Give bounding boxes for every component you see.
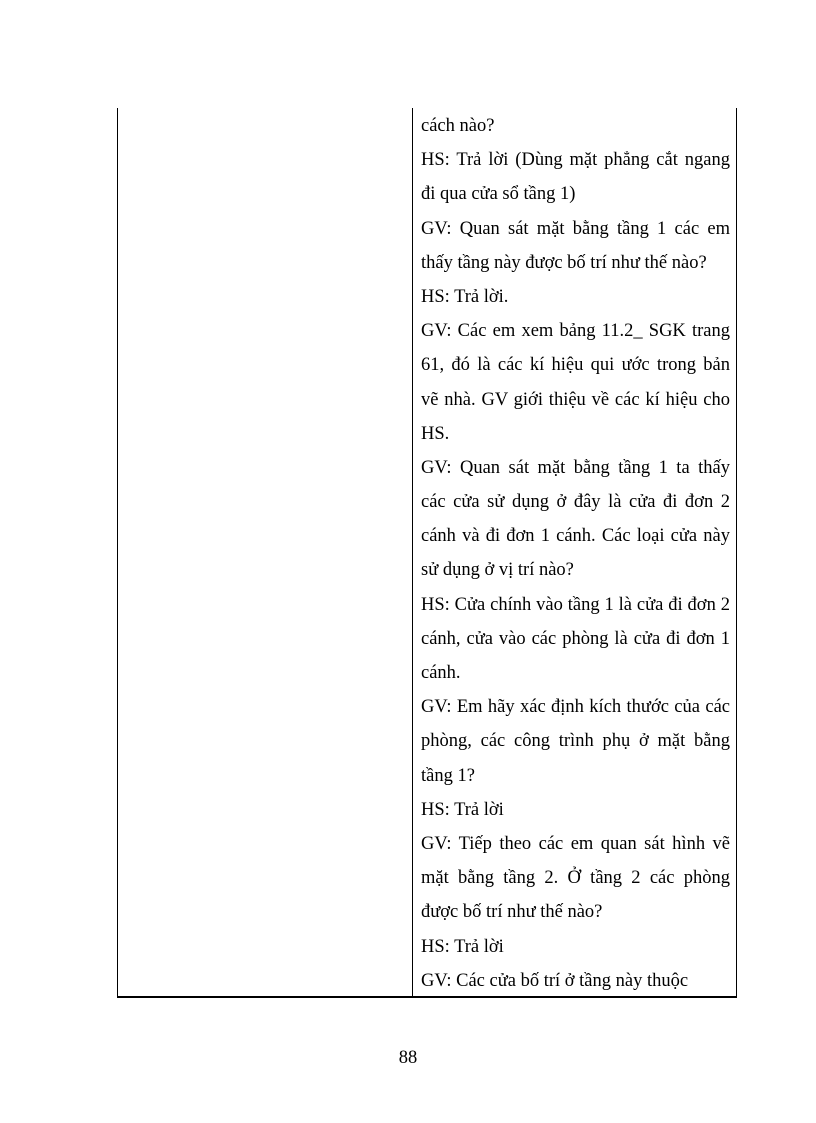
paragraph [421, 930, 730, 964]
text-line: GV: Các cửa bố trí ở tầng này thuộc [421, 970, 689, 991]
paragraph [421, 212, 730, 280]
text-line: sử dụng ở vị trí nào? [421, 560, 574, 581]
text-line: HS: Cửa chính vào tầng 1 là cửa đi đơn 2 [421, 594, 730, 615]
paragraph [421, 451, 730, 588]
text-line: HS. [421, 423, 450, 444]
text-line: GV: Quan sát mặt bằng tầng 1 các em [421, 218, 730, 239]
text-line: 61, đó là các kí hiệu qui ước trong bản [421, 355, 730, 376]
text-line: vẽ nhà. GV giới thiệu về các kí hiệu cho [421, 389, 730, 410]
paragraph [421, 690, 730, 793]
text-line: GV: Quan sát mặt bằng tầng 1 ta thấy [421, 457, 730, 478]
text-line: HS: Trả lời [421, 799, 504, 820]
text-line: cánh. [421, 663, 461, 683]
paragraph [421, 314, 730, 451]
text-line: GV: Tiếp theo các em quan sát hình vẽ [421, 833, 730, 854]
page-number: 88 [398, 1048, 418, 1068]
text-line: cánh và đi đơn 1 cánh. Các loại cửa này [421, 526, 730, 547]
text-line: được bố trí như thế nào? [421, 902, 603, 923]
paragraph [421, 143, 730, 211]
text-line: HS: Trả lời [421, 936, 504, 957]
text-line: mặt bằng tầng 2. Ở tầng 2 các phòng [421, 868, 730, 889]
column-divider [412, 108, 413, 996]
text-line: tầng 1? [421, 765, 475, 786]
paragraph [421, 964, 730, 998]
paragraph [421, 827, 730, 930]
text-line: cách nào? [421, 116, 495, 136]
text-line: phòng, các công trình phụ ở mặt bằng [421, 731, 730, 752]
teacher-student-activity-cell [421, 109, 730, 998]
paragraph [421, 109, 730, 143]
paragraph [421, 280, 730, 314]
text-line: GV: Các em xem bảng 11.2_ SGK trang [421, 321, 730, 342]
text-line: cánh, cửa vào các phòng là cửa đi đơn 1 [421, 628, 730, 649]
text-line: các cửa sử dụng ở đây là cửa đi đơn 2 [421, 492, 730, 513]
text-line: HS: Trả lời. [421, 286, 509, 307]
text-line: đi qua cửa sổ tầng 1) [421, 184, 576, 205]
paragraph [421, 588, 730, 691]
paragraph [421, 793, 730, 827]
text-line: thấy tầng này được bố trí như thế nào? [421, 252, 707, 273]
text-line: HS: Trả lời (Dùng mặt phẳng cắt ngang [421, 150, 730, 171]
text-line: GV: Em hãy xác định kích thước của các [421, 697, 730, 718]
